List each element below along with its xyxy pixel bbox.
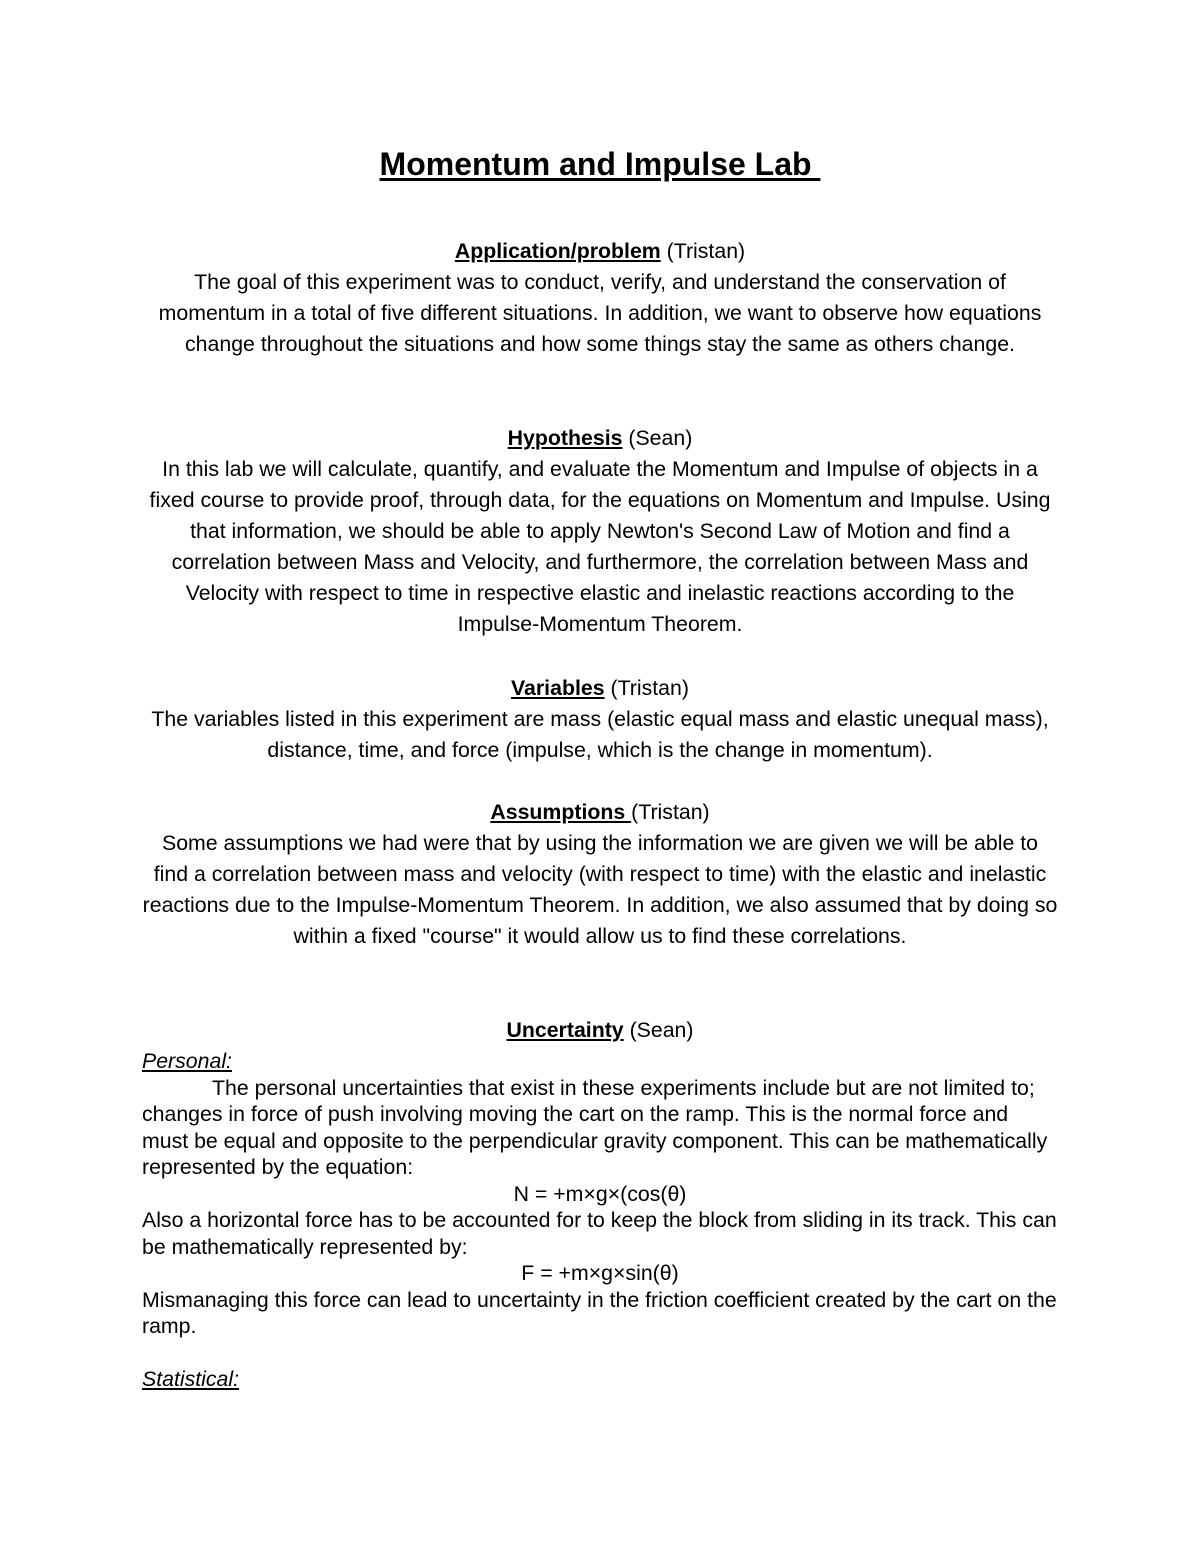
horizontal-force-equation: F = +m×g×sin(θ) [521,1261,679,1285]
section-application [142,236,1058,360]
normal-force-equation: N = +m×g×(cos(θ) [513,1181,687,1206]
section-body: The variables listed in this experiment are mass (elastic equal mass and elastic unequal mass), distance, time, and force (impulse, which is the change in momentum). [151,707,1049,762]
document-title: Momentum and Impulse Lab [379,146,821,182]
section-heading-line [142,1015,1058,1046]
section-author: (Sean) [623,1018,694,1042]
section-body: The goal of this experiment was to conduct, verify, and understand the conservation of momentum in a total of five different situations. In addition, we want to observe how equations change throughout the situations and how some things stay the same as others change. [158,270,1042,356]
section-variables [142,673,1058,766]
section-uncertainty-heading [142,1015,1058,1046]
statistical-subheading: Statistical: [142,1367,240,1391]
section-author: (Tristan) [660,239,746,263]
section-author: (Tristan) [631,800,710,824]
personal-intro-text: The personal uncertainties that exist in these experiments include but are not limited to; changes in force of push involving moving the cart on the ramp. This is the normal force and must be equal and opposite to the perpendicular gravity component. This can be mathematically represented by the equation: [142,1075,1048,1179]
section-heading-line [142,797,1058,828]
section-heading: Uncertainty [506,1018,624,1042]
section-body: Some assumptions we had were that by using the information we are given we will be able to find a correlation between mass and velocity (with respect to time) with the elastic and inelastic reactions due to the Impulse-Momentum Theorem. In addition, we also assumed that by doing so within a fixed "course" it would allow us to find these correlations. [142,831,1058,948]
section-heading-line [142,236,1058,267]
section-heading: Variables [511,676,605,700]
horizontal-force-text: Also a horizontal force has to be accounted for to keep the block from sliding in its track. This can be mathematically represented by: [142,1208,1057,1259]
section-body: In this lab we will calculate, quantify, and evaluate the Momentum and Impulse of objects in a fixed course to provide proof, through data, for the equations on Momentum and Impulse. Using that information, we should be able to apply Newton's Second Law of Motion and find a correlation between Mass and Velocity, and furthermore, the correlation between Mass and Velocity with respect to time in respective elastic and inelastic reactions according to the Impulse-Momentum Theorem. [149,457,1051,636]
section-uncertainty [142,1048,1058,1393]
section-assumptions [142,797,1058,952]
blank-line [142,1340,1058,1367]
section-heading: Hypothesis [507,426,623,450]
section-hypothesis [142,423,1058,640]
section-heading: Assumptions [490,800,632,824]
personal-subheading: Personal: [142,1049,232,1073]
mismanaging-text: Mismanaging this force can lead to uncertainty in the friction coefficient created by the cart on the ramp. [142,1287,1057,1338]
section-heading-line [142,423,1058,454]
section-author: (Tristan) [604,676,689,700]
section-author: (Sean) [622,426,693,450]
section-heading-line [142,673,1058,704]
section-heading: Application/problem [454,239,661,263]
